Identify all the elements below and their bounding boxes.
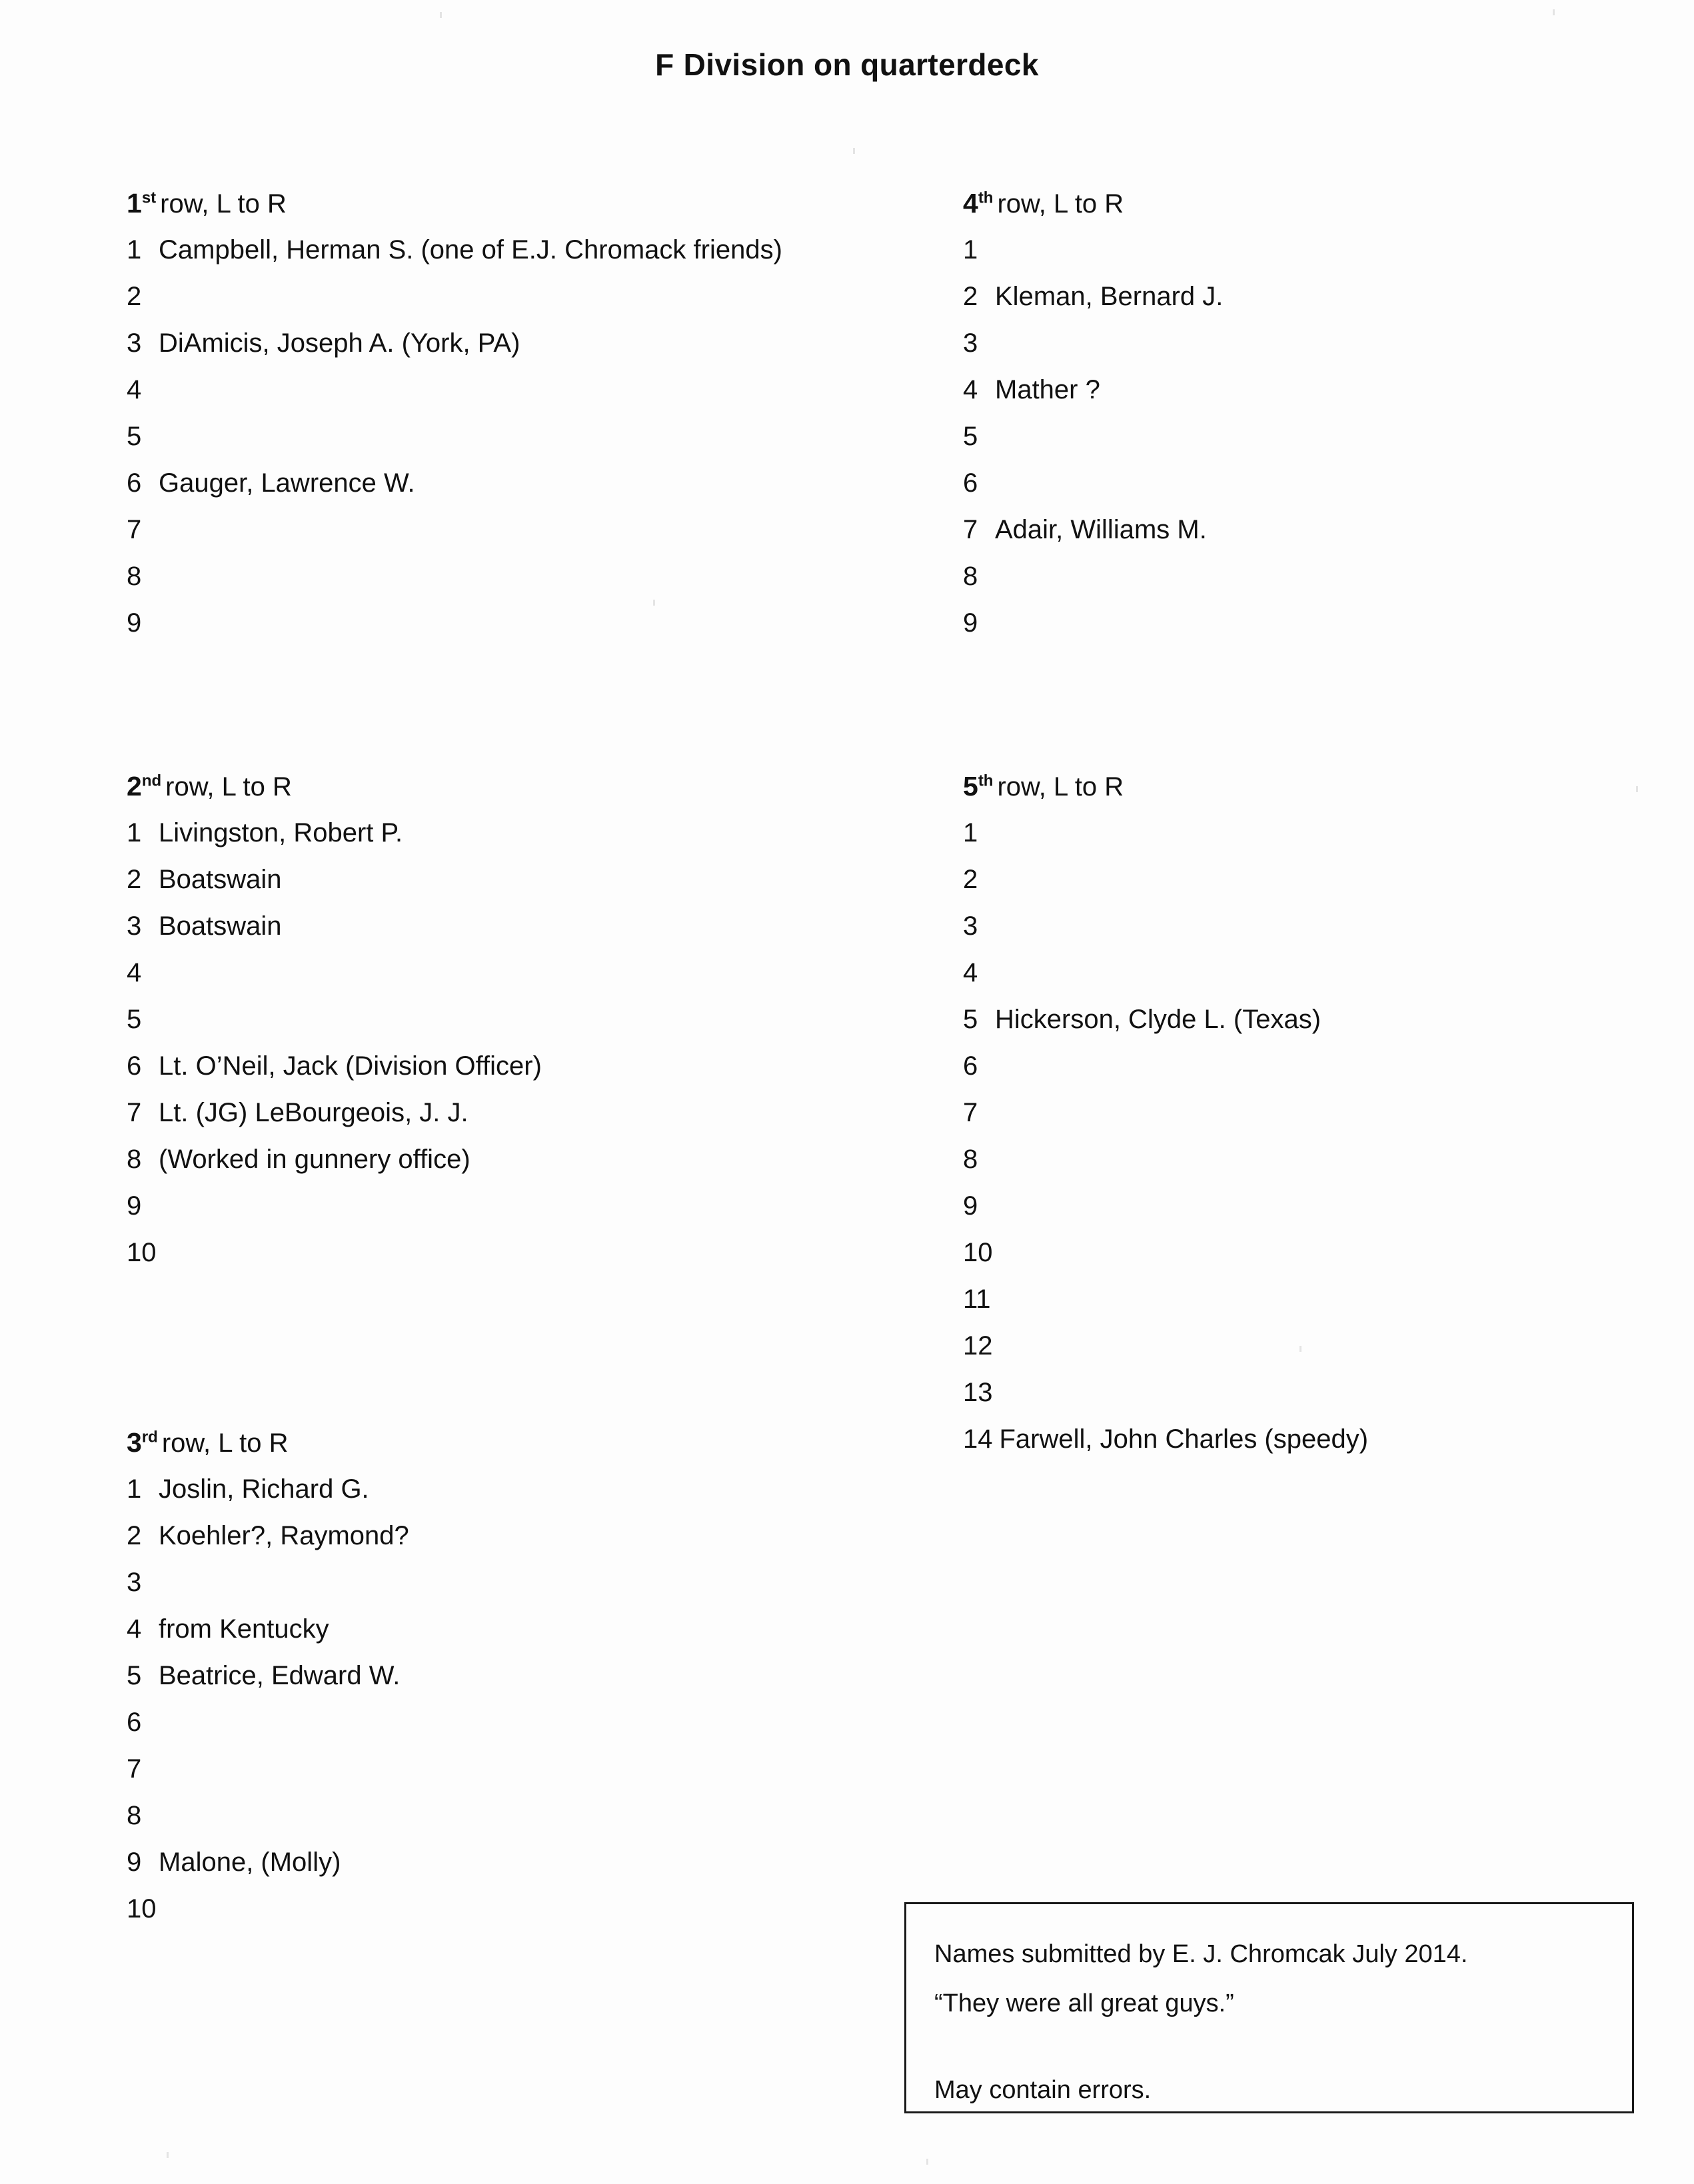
item-number: 8 bbox=[127, 1801, 142, 1830]
item-text: Joslin, Richard G. bbox=[159, 1474, 369, 1504]
item-text: Farwell, John Charles (speedy) bbox=[999, 1424, 1369, 1454]
page-title-rest: Division on quarterdeck bbox=[683, 47, 1039, 82]
item-number: 2 bbox=[127, 282, 142, 311]
list-item bbox=[963, 273, 1669, 320]
item-text: from Kentucky bbox=[159, 1614, 329, 1644]
item-number: 1 bbox=[127, 235, 142, 265]
item-number: 9 bbox=[963, 608, 978, 638]
list-item bbox=[127, 1886, 913, 1932]
list-item bbox=[127, 460, 913, 506]
item-text: Lt. (JG) LeBourgeois, J. J. bbox=[159, 1098, 468, 1127]
list-item bbox=[963, 1043, 1669, 1089]
row-block-2-ordinal: 2nd bbox=[127, 771, 162, 802]
list-item bbox=[963, 600, 1669, 646]
item-number: 2 bbox=[963, 282, 978, 311]
list-item bbox=[127, 949, 913, 996]
row-block-2-header-rest: row, L to R bbox=[165, 772, 292, 802]
row-block-5-header bbox=[963, 763, 1669, 810]
item-text: Beatrice, Edward W. bbox=[159, 1661, 401, 1690]
item-number: 7 bbox=[963, 1098, 978, 1127]
item-number: 5 bbox=[127, 1661, 142, 1690]
item-number: 6 bbox=[963, 1051, 978, 1081]
row-block-3-header bbox=[127, 1419, 913, 1466]
list-item bbox=[963, 1369, 1669, 1416]
list-item bbox=[127, 1466, 913, 1512]
row-block-1 bbox=[127, 180, 913, 646]
scan-speck bbox=[167, 2152, 169, 2158]
list-item bbox=[963, 1229, 1669, 1276]
item-number: 1 bbox=[127, 818, 142, 847]
item-number: 9 bbox=[127, 1191, 142, 1221]
item-number: 9 bbox=[127, 1848, 142, 1877]
list-item bbox=[127, 1089, 913, 1136]
item-number: 4 bbox=[963, 375, 978, 404]
item-text: Adair, Williams M. bbox=[995, 515, 1207, 544]
list-item bbox=[127, 227, 913, 273]
item-number: 12 bbox=[963, 1331, 993, 1361]
row-block-3-header-rest: row, L to R bbox=[161, 1428, 289, 1458]
item-number: 4 bbox=[127, 958, 142, 987]
item-number: 3 bbox=[127, 328, 142, 358]
item-text: Hickerson, Clyde L. (Texas) bbox=[995, 1005, 1321, 1034]
item-text: Campbell, Herman S. (one of E.J. Chromack friends) bbox=[159, 235, 782, 265]
row-block-4-header bbox=[963, 180, 1669, 227]
item-text: Gauger, Lawrence W. bbox=[159, 468, 415, 498]
item-text: Mather ? bbox=[995, 375, 1100, 404]
item-number: 6 bbox=[963, 468, 978, 498]
item-number: 6 bbox=[127, 1051, 142, 1081]
item-text: DiAmicis, Joseph A. (York, PA) bbox=[159, 328, 520, 358]
list-item bbox=[127, 856, 913, 903]
note-box bbox=[904, 1902, 1634, 2113]
item-number: 8 bbox=[127, 1145, 142, 1174]
list-item bbox=[127, 1183, 913, 1229]
note-spacer bbox=[934, 2028, 1632, 2065]
list-item bbox=[127, 1229, 913, 1276]
list-item bbox=[963, 366, 1669, 413]
row-block-4-ordinal: 4th bbox=[963, 188, 994, 219]
item-text: Malone, (Molly) bbox=[159, 1848, 341, 1877]
item-number: 11 bbox=[963, 1285, 991, 1314]
ordinal-suffix: st bbox=[141, 189, 157, 207]
list-item bbox=[127, 320, 913, 366]
list-item bbox=[963, 1136, 1669, 1183]
item-number: 2 bbox=[127, 865, 142, 894]
item-text: Kleman, Bernard J. bbox=[995, 282, 1224, 311]
item-text: Boatswain bbox=[159, 865, 282, 894]
item-number: 8 bbox=[963, 1145, 978, 1174]
list-item bbox=[963, 856, 1669, 903]
item-number: 10 bbox=[963, 1238, 993, 1267]
list-item bbox=[963, 320, 1669, 366]
row-block-2-header bbox=[127, 763, 913, 810]
item-number: 3 bbox=[127, 1568, 142, 1597]
item-number: 2 bbox=[963, 865, 978, 894]
row-block-3 bbox=[127, 1419, 913, 1932]
list-item bbox=[127, 273, 913, 320]
item-text: Livingston, Robert P. bbox=[159, 818, 403, 847]
row-block-2 bbox=[127, 763, 913, 1276]
scan-speck bbox=[926, 2159, 928, 2165]
item-number: 4 bbox=[127, 375, 142, 404]
item-number: 7 bbox=[963, 515, 978, 544]
row-block-5-header-rest: row, L to R bbox=[997, 772, 1124, 802]
item-number: 6 bbox=[127, 1708, 142, 1737]
list-item bbox=[963, 1183, 1669, 1229]
ordinal-suffix: th bbox=[978, 772, 994, 790]
list-item bbox=[963, 227, 1669, 273]
list-item bbox=[127, 1606, 913, 1652]
item-number: 1 bbox=[963, 818, 978, 847]
item-text: Boatswain bbox=[159, 911, 282, 941]
scan-speck bbox=[853, 148, 855, 154]
item-text: (Worked in gunnery office) bbox=[159, 1145, 470, 1174]
list-item bbox=[127, 600, 913, 646]
list-item bbox=[963, 996, 1669, 1043]
list-item bbox=[127, 810, 913, 856]
list-item bbox=[963, 460, 1669, 506]
item-number: 3 bbox=[127, 911, 142, 941]
item-number: 6 bbox=[127, 468, 142, 498]
item-number: 14 bbox=[963, 1424, 993, 1454]
item-number: 1 bbox=[127, 1474, 142, 1504]
item-number: 9 bbox=[963, 1191, 978, 1221]
list-item bbox=[127, 1512, 913, 1559]
row-block-3-ordinal: 3rd bbox=[127, 1427, 158, 1458]
row-block-4 bbox=[963, 180, 1669, 646]
row-block-5-ordinal: 5th bbox=[963, 771, 994, 802]
note-line-quote: “They were all great guys.” bbox=[934, 1989, 1234, 2017]
item-number: 2 bbox=[127, 1521, 142, 1550]
list-item bbox=[127, 1559, 913, 1606]
list-item bbox=[127, 1136, 913, 1183]
row-block-4-header-rest: row, L to R bbox=[997, 189, 1124, 219]
list-item bbox=[963, 1276, 1669, 1323]
list-item bbox=[127, 903, 913, 949]
item-number: 1 bbox=[963, 235, 978, 265]
list-item bbox=[127, 366, 913, 413]
row-block-1-header bbox=[127, 180, 913, 227]
item-number: 3 bbox=[963, 911, 978, 941]
item-number: 10 bbox=[127, 1894, 157, 1923]
item-number: 4 bbox=[963, 958, 978, 987]
list-item bbox=[127, 506, 913, 553]
item-number: 9 bbox=[127, 608, 142, 638]
list-item bbox=[963, 1416, 1669, 1462]
list-item bbox=[963, 1323, 1669, 1369]
item-number: 5 bbox=[963, 422, 978, 451]
item-text: Lt. O’Neil, Jack (Division Officer) bbox=[159, 1051, 542, 1081]
list-item bbox=[963, 810, 1669, 856]
list-item bbox=[127, 1043, 913, 1089]
list-item bbox=[127, 996, 913, 1043]
list-item bbox=[963, 413, 1669, 460]
item-number: 7 bbox=[127, 1098, 142, 1127]
list-item bbox=[127, 1652, 913, 1699]
list-item bbox=[127, 553, 913, 600]
list-item bbox=[127, 1792, 913, 1839]
list-item bbox=[963, 903, 1669, 949]
page-title-lead: F bbox=[655, 47, 674, 82]
item-number: 8 bbox=[963, 562, 978, 591]
list-item bbox=[963, 1089, 1669, 1136]
item-number: 3 bbox=[963, 328, 978, 358]
item-number: 5 bbox=[127, 422, 142, 451]
row-block-5 bbox=[963, 763, 1669, 1462]
ordinal-suffix: rd bbox=[141, 1428, 158, 1446]
ordinal-suffix: th bbox=[978, 189, 994, 207]
item-number: 4 bbox=[127, 1614, 142, 1644]
ordinal-suffix: nd bbox=[141, 772, 162, 790]
list-item bbox=[963, 506, 1669, 553]
item-number: 7 bbox=[127, 515, 142, 544]
row-block-1-header-rest: row, L to R bbox=[160, 189, 287, 219]
note-line-disclaimer: May contain errors. bbox=[934, 2076, 1152, 2104]
item-number: 7 bbox=[127, 1754, 142, 1784]
item-number: 8 bbox=[127, 562, 142, 591]
list-item bbox=[963, 553, 1669, 600]
item-number: 5 bbox=[963, 1005, 978, 1034]
list-item bbox=[127, 1699, 913, 1746]
list-item bbox=[963, 949, 1669, 996]
list-item bbox=[127, 1746, 913, 1792]
item-number: 5 bbox=[127, 1005, 142, 1034]
list-item bbox=[127, 1839, 913, 1886]
item-number: 13 bbox=[963, 1378, 993, 1407]
scan-speck bbox=[1553, 9, 1555, 15]
note-line-submitted-by: Names submitted by E. J. Chromcak July 2014. bbox=[934, 1940, 1468, 1968]
list-item bbox=[127, 413, 913, 460]
item-number: 10 bbox=[127, 1238, 157, 1267]
scan-speck bbox=[440, 12, 442, 18]
item-text: Koehler?, Raymond? bbox=[159, 1521, 409, 1550]
page-title bbox=[0, 47, 1694, 83]
row-block-1-ordinal: 1st bbox=[127, 188, 157, 219]
